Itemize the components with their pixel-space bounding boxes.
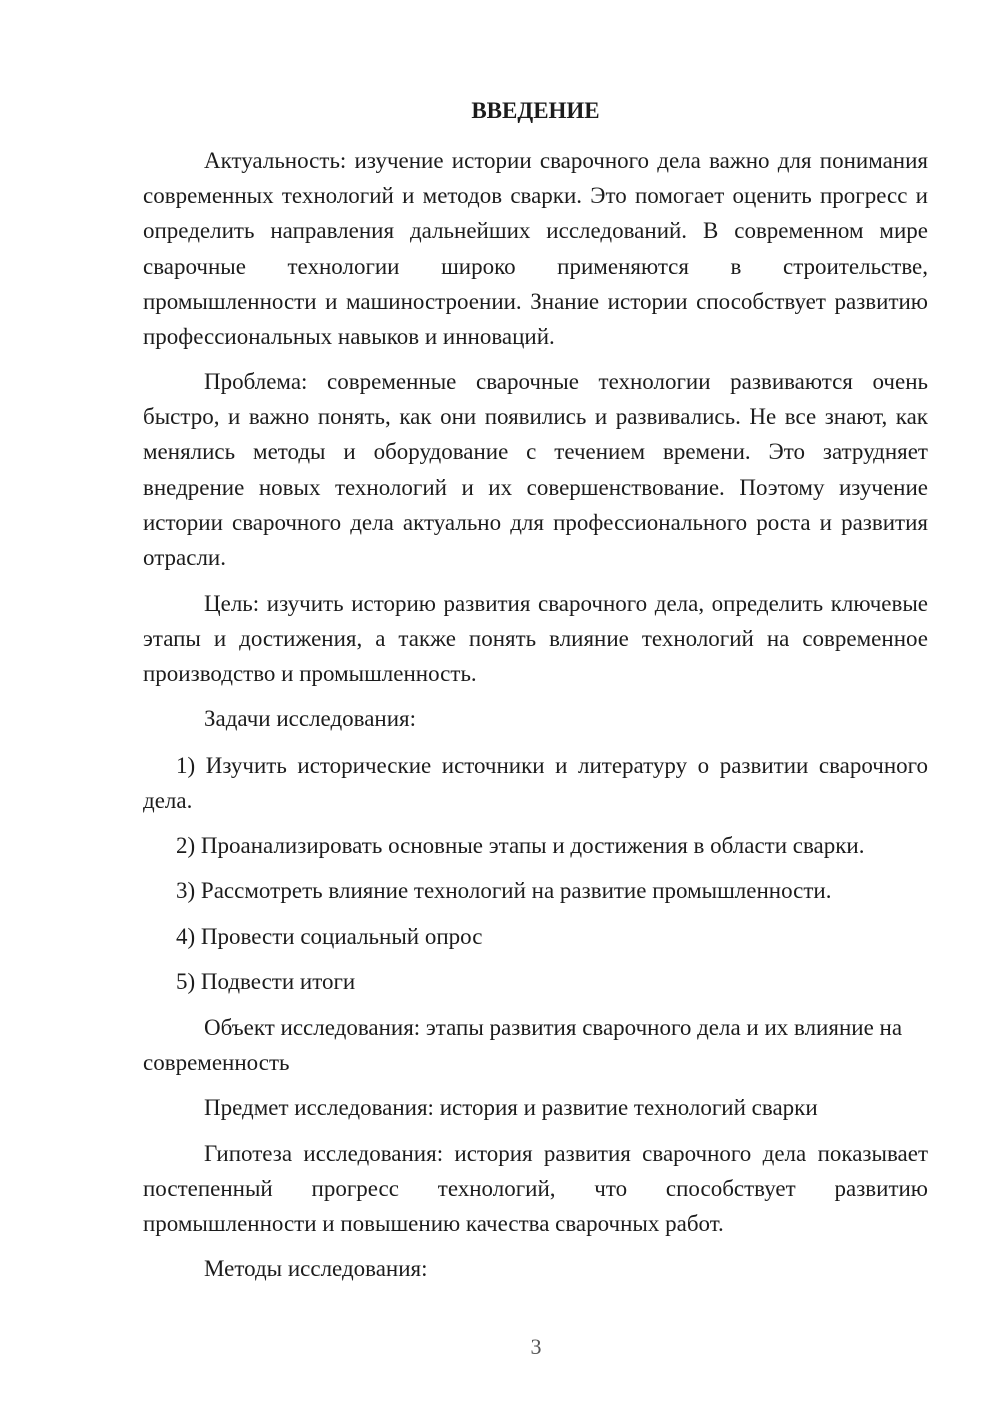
- task-item-1: 1) Изучить исторические источники и литературу о развитии сварочного дела.: [143, 753, 928, 814]
- paragraph-methods: Методы исследования:: [204, 1256, 428, 1281]
- paragraph-object: Объект исследования: этапы развития сварочного дела и их влияние на современность: [143, 1015, 903, 1076]
- paragraph-subject: Предмет исследования: история и развитие технологий сварки: [204, 1095, 818, 1120]
- paragraph-problem: Проблема: современные сварочные технологии развиваются очень быстро, и важно понять, как они появились и развивались. Не все знают, как менялись методы и оборудование с течением времени. Это затрудняет внедрение новых технологий и их совершенствование. Поэтому изучение истории сварочного дела актуально для профессионального роста и развития отрасли.: [143, 369, 928, 571]
- paragraph-hypothesis: Гипотеза исследования: история развития сварочного дела показывает постепенный прогресс технологий, что способствует развитию промышленности и повышению качества сварочных работ.: [143, 1141, 928, 1237]
- task-item-3: 3) Рассмотреть влияние технологий на развитие промышленности.: [176, 878, 832, 903]
- paragraph-goal: Цель: изучить историю развития сварочного дела, определить ключевые этапы и достижения, а также понять влияние технологий на современное производство и промышленность.: [143, 591, 928, 687]
- paragraph-relevance: Актуальность: изучение истории сварочного дела важно для понимания современных технологий и методов сварки. Это помогает оценить прогресс и определить направления дальнейших исследований. В современном мире сварочные технологии широко применяются в строительстве, промышленности и машиностроении. Знание истории способствует развитию профессиональных навыков и инноваций.: [143, 148, 928, 350]
- page-number: 3: [530, 1334, 542, 1359]
- task-item-4: 4) Провести социальный опрос: [176, 924, 483, 949]
- section-title: ВВЕДЕНИЕ: [471, 98, 600, 123]
- task-item-5: 5) Подвести итоги: [176, 969, 356, 994]
- paragraph-tasks-heading: Задачи исследования:: [204, 706, 417, 731]
- task-item-2: 2) Проанализировать основные этапы и достижения в области сварки.: [176, 833, 865, 858]
